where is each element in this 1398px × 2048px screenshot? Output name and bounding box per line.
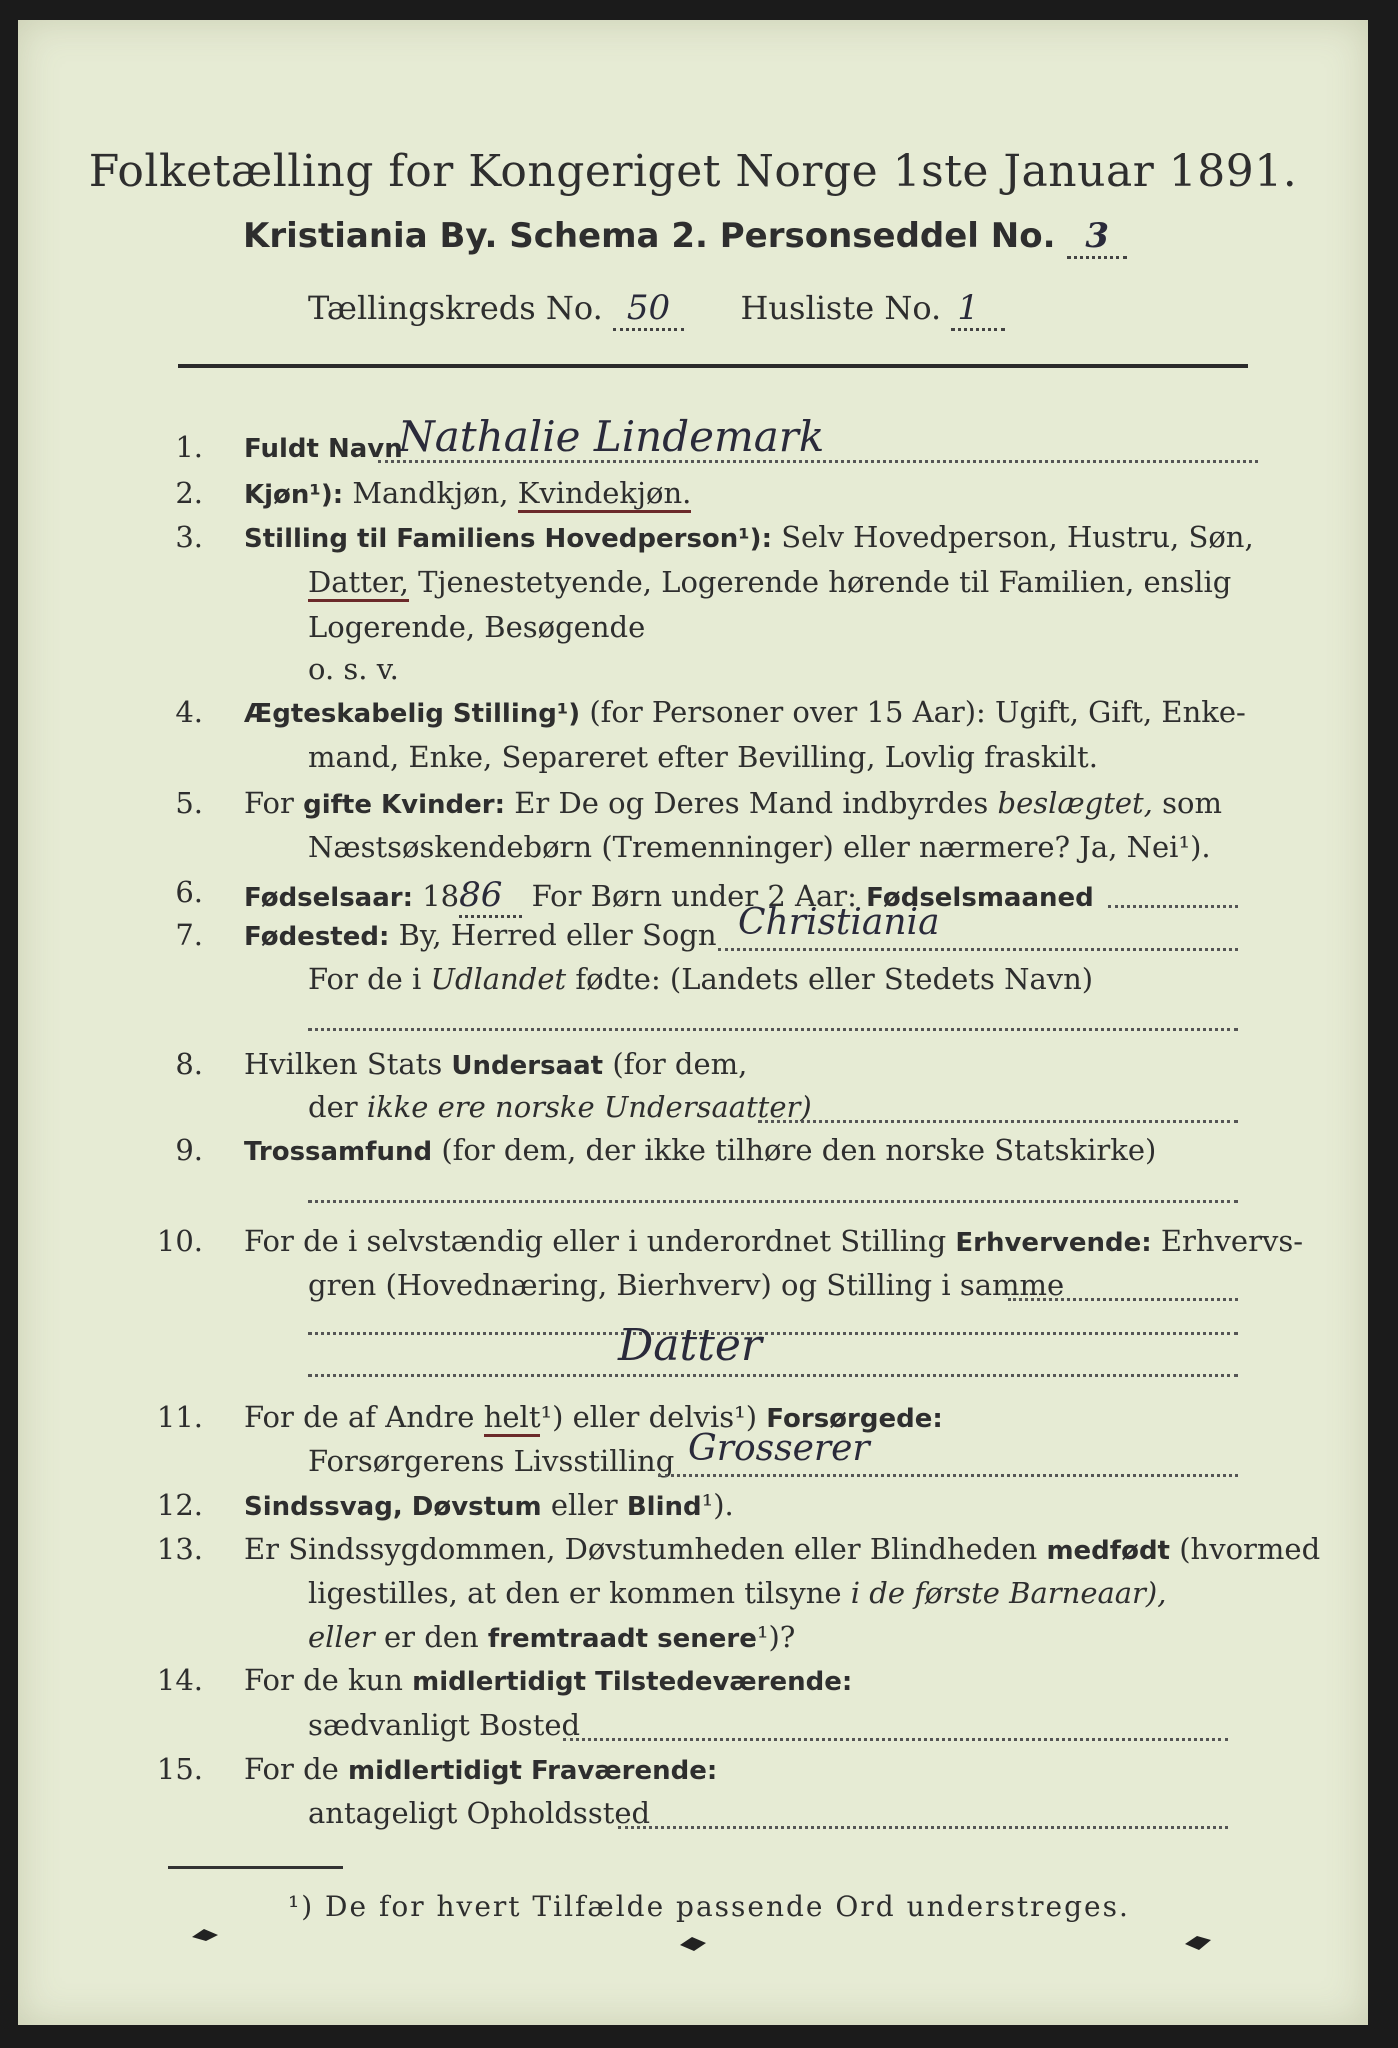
q5-text-a: Er De og Deres Mand indbyrdes (514, 786, 989, 820)
q2-underlined-answer: Kvindekjøn. (518, 476, 692, 513)
q10-dotted-line-3 (308, 1374, 1238, 1377)
kreds-label: Tællingskreds No. (308, 289, 603, 327)
q2-label: Kjøn¹): (244, 480, 344, 510)
q10-text-a: For de i selvstændig eller i underordnet Stilling (244, 1224, 947, 1258)
husliste-label: Husliste No. (740, 289, 942, 327)
q13-text-c: ligestilles, at den er kommen tilsyne (308, 1576, 842, 1610)
q1-dotted-line (378, 460, 1258, 463)
q7-dotted-line (718, 948, 1238, 951)
item-number: 14. (156, 1663, 203, 1697)
q5-italic: beslægtet, (997, 786, 1153, 820)
item-number: 12. (156, 1488, 203, 1522)
kreds-number: 50 (613, 288, 684, 331)
q13-label: medfødt (1046, 1536, 1170, 1566)
footnote: ¹) De for hvert Tilfælde passende Ord understreges. (288, 1890, 1130, 1923)
q11-dotted-line (658, 1474, 1238, 1477)
q5-prefix: For (244, 786, 294, 820)
q3-text-d: o. s. v. (308, 652, 399, 686)
item-number: 7. (175, 918, 203, 952)
q8-dotted-line (758, 1120, 1238, 1123)
q11-text-b: ¹) eller delvis¹) (540, 1400, 758, 1434)
q12-row (244, 1488, 734, 1522)
q14-text-a: For de kun (244, 1663, 403, 1697)
q7-dotted-line-2 (308, 1028, 1238, 1031)
q14-text-b: sædvanligt Bosted (308, 1708, 581, 1742)
q10-handwritten-answer: Datter (618, 1320, 762, 1371)
item-number: 11. (156, 1400, 203, 1434)
q8-text-a: Hvilken Stats (244, 1047, 443, 1081)
q6-birthyear-row (244, 875, 1094, 918)
q14-row-a (244, 1663, 852, 1697)
personseddel-number: 3 (1067, 216, 1127, 259)
q7-text-c: fødte: (Landets eller Stedets Navn) (575, 962, 1094, 996)
q13-italic-a: i de første Barneaar), (850, 1576, 1167, 1610)
q7-row-b (308, 962, 1093, 996)
q8-text-b: (for dem, (612, 1047, 748, 1081)
q12-suffix: ¹). (701, 1488, 734, 1522)
item-number: 3. (175, 520, 203, 554)
ink-blot-icon (190, 1925, 220, 1945)
q13-text-a: Er Sindssygdommen, Døvstumheden eller Blindheden (244, 1532, 1038, 1566)
q3-underlined-answer: Datter, (308, 565, 409, 602)
q15-text-a: For de (244, 1752, 339, 1786)
q3-row-a (244, 520, 1254, 554)
q2-text: Mandkjøn, (352, 476, 509, 510)
subtitle-text: Kristiania By. Schema 2. Personseddel No. (243, 216, 1056, 256)
form-district-line (308, 288, 1005, 331)
q15-row-a (244, 1752, 717, 1786)
item-number: 13. (156, 1532, 203, 1566)
q4-row-a (244, 695, 1246, 729)
q1-handwritten-name: Nathalie Lindemark (398, 412, 825, 461)
q7-text: By, Herred eller Sogn (398, 918, 717, 952)
q7-text-b: For de i (308, 962, 422, 996)
q11-text-a: For de af Andre (244, 1400, 475, 1434)
item-number: 2. (175, 476, 203, 510)
q11-underlined: helt (484, 1400, 541, 1437)
q9-dotted-line (308, 1200, 1238, 1203)
q6-dotted-line (1108, 905, 1238, 908)
q4-label: Ægteskabelig Stilling¹) (244, 699, 581, 729)
form-title: Folketælling for Kongeriget Norge 1ste Januar 1891. (88, 146, 1298, 197)
census-form-sheet (18, 20, 1368, 2025)
item-number: 15. (156, 1752, 203, 1786)
q10-dotted-line-2 (308, 1332, 1238, 1335)
footnote-divider (168, 1866, 343, 1869)
q3-text-b: Tjenestetyende, Logerende hørende til Familien, enslig (418, 565, 1232, 599)
q8-label: Undersaat (451, 1051, 604, 1081)
q3-label: Stilling til Familiens Hovedperson¹): (244, 524, 772, 554)
item-number: 10. (156, 1224, 203, 1258)
q5-label: gifte Kvinder: (303, 790, 506, 820)
q13-label2: fremtraadt senere (487, 1624, 757, 1654)
q5-text-c: Næstsøskendebørn (Tremenninger) eller nærmere? Ja, Nei¹). (308, 830, 1211, 864)
q6-text: For Børn under 2 Aar: (531, 879, 857, 913)
q8-italic: ikke ere norske Undersaatter) (366, 1090, 812, 1124)
husliste-number: 1 (951, 288, 1005, 331)
q1-name-row (244, 430, 403, 464)
q3-text-a: Selv Hovedperson, Hustru, Søn, (781, 520, 1254, 554)
q4-text-a: (for Personer over 15 Aar): Ugift, Gift, Enke- (589, 695, 1246, 729)
q15-text-b: antageligt Opholdssted (308, 1796, 651, 1830)
q9-label: Trossamfund (244, 1137, 433, 1167)
q12-label2: Blind (626, 1492, 702, 1522)
q10-text-b: Erhvervs- (1160, 1224, 1304, 1258)
q9-text: (for dem, der ikke tilhøre den norske Statskirke) (441, 1133, 1157, 1167)
q11-text-c: Forsørgerens Livsstilling (308, 1444, 675, 1478)
q1-label: Fuldt Navn (244, 434, 403, 464)
q6-label2: Fødselsmaaned (866, 883, 1094, 913)
q12-label: Sindssvag, Døvstum (244, 1492, 542, 1522)
q13-suffix: ¹)? (756, 1620, 796, 1654)
q13-text-b: (hvormed (1179, 1532, 1321, 1566)
item-number: 9. (175, 1133, 203, 1167)
q13-text-d: er den (383, 1620, 479, 1654)
q13-row-c (308, 1620, 795, 1654)
q7-italic: Udlandet (430, 962, 567, 996)
q8-row-a (244, 1047, 747, 1081)
item-number: 1. (175, 430, 203, 464)
q5-text-b: som (1162, 786, 1222, 820)
q7-row-a (244, 918, 717, 952)
item-number: 4. (175, 695, 203, 729)
ink-blot-icon (678, 1935, 708, 1955)
q12-text: eller (550, 1488, 618, 1522)
q14-dotted-line (563, 1738, 1228, 1741)
q11-handwritten-answer: Grosserer (688, 1428, 870, 1469)
q7-handwritten-place: Christiania (738, 902, 940, 943)
q3-text-c: Logerende, Besøgende (308, 610, 646, 644)
q15-label: midlertidigt Fraværende: (348, 1756, 718, 1786)
q4-text-b: mand, Enke, Separeret efter Bevilling, Lovlig fraskilt. (308, 740, 1098, 774)
q10-row-a (244, 1224, 1303, 1258)
q2-sex-row (244, 476, 691, 510)
q10-label: Erhvervende: (955, 1228, 1152, 1258)
q3-row-b (308, 565, 1231, 599)
item-number: 8. (175, 1047, 203, 1081)
q13-italic-b: eller (308, 1620, 375, 1654)
q9-row (244, 1133, 1156, 1167)
form-subtitle (243, 216, 1127, 259)
q5-row-a (244, 786, 1222, 820)
q14-label: midlertidigt Tilstedeværende: (412, 1667, 853, 1697)
q6-handwritten-year: 86 (459, 875, 522, 918)
q6-label: Fødselsaar: (244, 883, 413, 913)
q8-text-c: der (308, 1090, 358, 1124)
q13-row-a (244, 1532, 1320, 1566)
q10-text-c: gren (Hovednæring, Bierhverv) og Stilling i samme (308, 1268, 1065, 1302)
header-divider (178, 364, 1248, 368)
q10-dotted-line (1008, 1298, 1238, 1301)
q13-row-b (308, 1576, 1166, 1610)
q15-dotted-line (618, 1826, 1228, 1829)
q11-label: Forsørgede: (766, 1404, 943, 1434)
item-number: 6. (175, 875, 203, 909)
q8-row-b (308, 1090, 812, 1124)
item-number: 5. (175, 786, 203, 820)
ink-blot-icon (1183, 1932, 1213, 1952)
q6-prefix: 18 (422, 879, 460, 913)
q7-label: Fødested: (244, 922, 390, 952)
